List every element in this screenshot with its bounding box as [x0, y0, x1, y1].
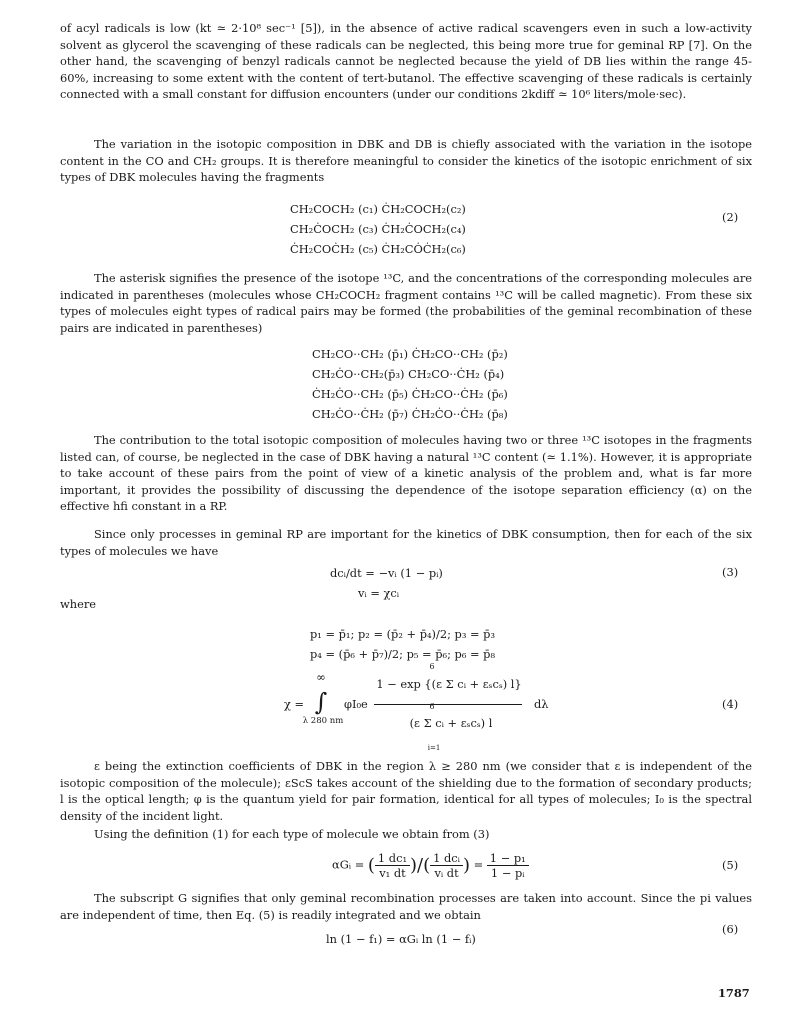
chi-fraction-denominator: (ε Σ cᵢ + εₛcₛ) l	[409, 716, 493, 730]
paragraph-2: The variation in the isotopic composition in DBK and DB is chiefly associated with the variation in the isotope content in the CO and CH₂ groups. It is therefore meaningful to consider the kinetics of the isotopic enrichment of six types of DBK molecules having the fragments	[60, 137, 752, 185]
equation-number-2: (2)	[722, 210, 739, 224]
chi-lhs: χ =	[284, 697, 305, 711]
paragraph-5: Since only processes in geminal RP are important for the kinetics of DBK consumption, then for each of the six types of molecules we have	[60, 527, 752, 558]
eq5-lhs: αGᵢ =	[332, 857, 365, 872]
integral-lower: λ 280 nm	[302, 716, 344, 726]
where-label: where	[60, 597, 97, 611]
integral-sign: ∫	[314, 688, 328, 716]
equation-number-5: (5)	[722, 858, 739, 872]
integrand: φI₀e	[344, 697, 368, 711]
pairs-row-4: CH₂ĊO··ĊH₂ (p̄₇) ĊH₂ĊO··ĊH₂ (p̄₈)	[312, 407, 508, 421]
eq5-num-2: 1 dcᵢ	[430, 851, 463, 866]
equation-number-6: (6)	[722, 922, 739, 936]
d-lambda: dλ	[534, 697, 549, 711]
eq5-fraction-3	[487, 851, 529, 880]
eq2-row-1: CH₂COCH₂ (c₁) ĊH₂COCH₂(c₂)	[290, 202, 466, 216]
equation-5: αGᵢ = ( $\frac{\text{1 dc₁}}{\text{v₁ dt}}$ )/( $\frac{\text{1 dcᵢ}}{\text{vᵢ dt}}$ ) = $\frac{\text{1 − p₁}}{\text{1 − pᵢ}}$	[332, 851, 592, 880]
sum-lower-den: i=1	[427, 744, 441, 752]
paragraph-6: ε being the extinction coefficients of DBK in the region λ ≥ 280 nm (we consider that ε is independent of the isotopic composition of the molecule); εScS takes account of the shielding due to the formation of secondary products; l is the optical length; φ is the quantum yield for pair formation, identical for all types of molecules; I₀ is the spectral density of the incident light.	[60, 759, 752, 823]
eq5-num-1: 1 dc₁	[375, 851, 410, 866]
eq5-equals: =	[473, 857, 484, 872]
eq3-line-1: dcᵢ/dt = −vᵢ (1 − pᵢ)	[330, 566, 443, 580]
sum-upper-den: 6	[429, 702, 435, 711]
equation-6: ln (1 − f₁) = αGᵢ ln (1 − fᵢ)	[326, 932, 476, 946]
eq5-den-1: v₁ dt	[379, 866, 406, 880]
chi-fraction-bar	[374, 704, 522, 705]
eq5-fraction-1	[375, 851, 410, 880]
radical-pairs	[312, 344, 542, 424]
eq5-num-3: 1 − p₁	[487, 851, 529, 866]
eq5-fraction-2	[430, 851, 463, 880]
paragraph-3: The asterisk signifies the presence of the isotope ¹³C, and the concentrations of the corresponding molecules are indicated in parentheses (molecules whose CH₂COCH₂ fragment contains ¹³C will be called magnetic). From these six types of molecules eight types of radical pairs may be formed (the probabilities of the geminal recombination of these pairs are indicated in parentheses)	[60, 271, 752, 335]
pairs-row-2: CH₂ĊO··CH₂(p̄₃) CH₂CO··ĊH₂ (p̄₄)	[312, 367, 505, 381]
probability-relations	[310, 624, 570, 664]
eq5-den-2: vᵢ dt	[434, 866, 459, 880]
sum-upper-num: 6	[429, 662, 435, 671]
paragraph-8: The subscript G signifies that only geminal recombination processes are taken into account. Since the pi values are independent of time, then Eq. (5) is readily integrated and we obtain	[60, 891, 752, 922]
eq2-row-2: CH₂ĊOCH₂ (c₃) ĊH₂ĊOCH₂(c₄)	[290, 222, 466, 236]
eq2-row-3: ĊH₂COĊH₂ (c₅) ĊH₂CȮĊH₂(c₆)	[290, 242, 466, 256]
p-relations-1: p₁ = p̄₁; p₂ = (p̄₂ + p̄₄)/2; p₃ = p̄₃	[310, 627, 496, 641]
eq3-line-2: vᵢ = χcᵢ	[358, 586, 400, 600]
p-relations-2: p₄ = (p̄₆ + p̄₇)/2; p₅ = p̄₆; p₆ = p̄₈	[310, 647, 496, 661]
equation-2	[290, 199, 520, 259]
paragraph-1: of acyl radicals is low (kt ≃ 2·10⁸ sec⁻¹ [5]), in the absence of active radical scavengers even in such a low-activity solvent as glycerol the scavenging of these radicals can be neglected, this being more true for geminal RP [7]. On the other hand, the scavenging of benzyl radicals cannot be neglected because the yield of DB lies within the range 45-60%, increasing to some extent with the content of tert-butanol. The effective scavenging of these radicals is certainly connected with a small constant for diffusion encounters (under our conditions 2kdiff ≃ 10⁶ liters/mole·sec).	[60, 21, 752, 102]
equation-3	[330, 563, 530, 603]
paragraph-4: The contribution to the total isotopic composition of molecules having two or three ¹³C isotopes in the fragments listed can, of course, be neglected in the case of DBK having a natural ¹³C content (≃ 1.1%). However, it is appropriate to take account of these pairs from the point of view of a kinetic analysis of the problem and, what is far more important, it provides the possibility of discussing the dependence of the isotope separation efficiency (α) on the effective hfi constant in a RP.	[60, 433, 752, 514]
paragraph-7: Using the definition (1) for each type of molecule we obtain from (3)	[94, 827, 490, 841]
integral-upper: ∞	[316, 670, 326, 684]
chi-fraction-numerator: 1 − exp {(ε Σ cᵢ + εₛcₛ) l}	[376, 677, 522, 691]
page-number: 1787	[718, 986, 750, 1000]
pairs-row-3: ĊH₂ĊO··CH₂ (p̄₅) ĊH₂CO··ĊH₂ (p̄₆)	[312, 387, 508, 401]
pairs-row-1: CH₂CO··CH₂ (p̄₁) ĊH₂CO··CH₂ (p̄₂)	[312, 347, 508, 361]
equation-number-3: (3)	[722, 565, 739, 579]
eq5-den-3: 1 − pᵢ	[490, 866, 525, 880]
equation-number-4: (4)	[722, 697, 739, 711]
